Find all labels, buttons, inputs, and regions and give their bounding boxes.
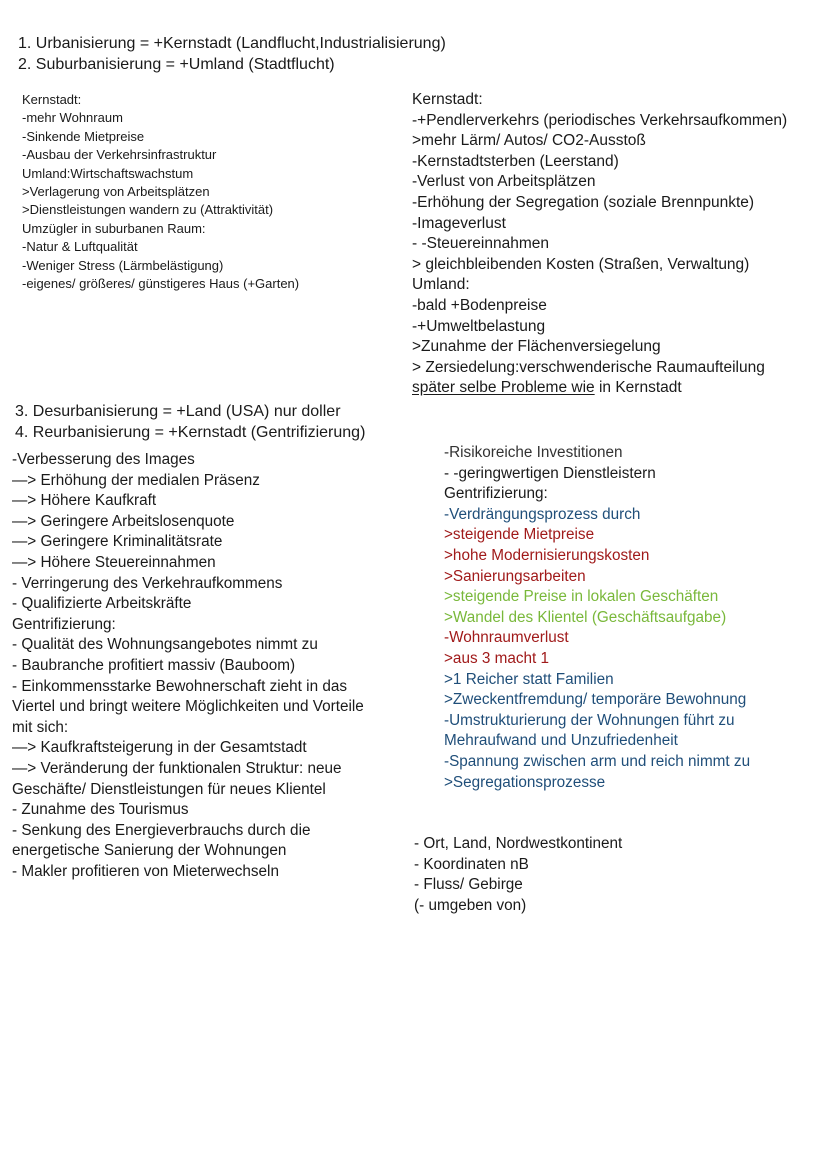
note-line: -Natur & Luftqualität — [22, 239, 138, 255]
note-line: Umzügler in suburbanen Raum: — [22, 220, 206, 236]
note-line: -+Umweltbelastung — [412, 317, 546, 335]
note-line: —> Kaufkraftsteigerung in der Gesamtstadt — [12, 739, 307, 757]
note-line: Gentrifizierung: — [444, 485, 548, 503]
heading-line: 3. Desurbanisierung = +Land (USA) nur doller — [15, 403, 341, 420]
note-line: —> Erhöhung der medialen Präsenz — [12, 471, 260, 489]
note-line: -Ausbau der Verkehrsinfrastruktur — [22, 147, 217, 163]
heading-line: 4. Reurbanisierung = +Kernstadt (Gentrifizierung) — [15, 423, 366, 441]
reurbanisation-positive-list — [12, 450, 364, 882]
note-line: —> Geringere Arbeitslosenquote — [12, 512, 235, 530]
note-line: - Qualifizierte Arbeitskräfte — [12, 595, 192, 613]
note-line-conclusion — [412, 378, 787, 399]
note-line: - Koordinaten nB — [414, 855, 529, 873]
note-line: -Sinkende Mietpreise — [22, 128, 145, 144]
note-line: - Zunahme des Tourismus — [12, 801, 189, 819]
note-line: -Risikoreiche Investitionen — [444, 444, 623, 461]
note-line: -mehr Wohnraum — [22, 110, 123, 126]
note-line: —> Veränderung der funktionalen Struktur: neue — [12, 759, 342, 777]
note-line: - Qualität des Wohnungsangebotes nimmt zu — [12, 636, 318, 654]
note-line: mit sich: — [12, 718, 69, 736]
note-line: Geschäfte/ Dienstleistungen für neues Klientel — [12, 780, 326, 798]
note-line: -eigenes/ größeres/ günstigeres Haus (+Garten) — [22, 276, 300, 292]
note-line: - -geringwertigen Dienstleistern — [444, 464, 656, 482]
suburbanisation-positive-list — [22, 91, 299, 293]
heading-urbanisation-phases-3-4 — [15, 402, 365, 443]
note-line: Umland: — [412, 276, 470, 294]
note-line: —> Geringere Kriminalitätsrate — [12, 533, 223, 551]
note-line: >steigende Preise in lokalen Geschäften — [444, 588, 719, 606]
note-line: Viertel und bringt weitere Möglichkeiten und Vorteile — [12, 698, 364, 716]
note-line: >Zunahme der Flächenversiegelung — [412, 338, 661, 356]
note-line: >Sanierungsarbeiten — [444, 567, 586, 585]
note-line: >Verlagerung von Arbeitsplätzen — [22, 184, 210, 200]
note-line: -Verbesserung des Images — [12, 451, 195, 468]
suburbanisation-negative-list — [412, 90, 787, 399]
heading-urbanisation-phases-1-2 — [18, 33, 446, 75]
note-line: >Wandel des Klientel (Geschäftsaufgabe) — [444, 608, 727, 626]
note-line: >hohe Modernisierungskosten — [444, 546, 650, 564]
note-line: - Verringerung des Verkehraufkommens — [12, 574, 283, 592]
note-line: Mehraufwand und Unzufriedenheit — [444, 732, 678, 750]
note-line: -Weniger Stress (Lärmbelästigung) — [22, 257, 224, 273]
conclusion-tail: in Kernstadt — [594, 379, 682, 397]
note-line: > Zersiedelung:verschwenderische Raumaufteilung — [412, 358, 765, 376]
note-line: >aus 3 macht 1 — [444, 649, 550, 667]
heading-line: 1. Urbanisierung = +Kernstadt (Landflucht,Industrialisierung) — [18, 35, 446, 52]
note-line: >1 Reicher statt Familien — [444, 670, 614, 688]
note-line: - Baubranche profitiert massiv (Bauboom) — [12, 656, 296, 674]
note-line: Kernstadt: — [22, 92, 82, 107]
underlined-text: später selbe Probleme wie — [412, 379, 595, 397]
note-line: -Kernstadtsterben (Leerstand) — [412, 152, 619, 170]
note-line: - -Steuereinnahmen — [412, 235, 549, 253]
note-line: Umland:Wirtschaftswachstum — [22, 165, 194, 181]
heading-line: 2. Suburbanisierung = +Umland (Stadtflucht) — [18, 56, 335, 73]
note-line: (- umgeben von) — [414, 896, 527, 914]
note-line: -bald +Bodenpreise — [412, 296, 547, 314]
note-line: >Zweckentfremdung/ temporäre Bewohnung — [444, 691, 747, 709]
gentrification-negative-list — [444, 443, 750, 793]
note-line: >Dienstleistungen wandern zu (Attraktivität) — [22, 202, 274, 218]
note-line: - Ort, Land, Nordwestkontinent — [414, 835, 623, 852]
note-line: - Einkommensstarke Bewohnerschaft zieht in das — [12, 677, 347, 695]
note-line: Kernstadt: — [412, 91, 483, 108]
note-line: -Wohnraumverlust — [444, 629, 569, 647]
note-line: energetische Sanierung der Wohnungen — [12, 842, 287, 860]
note-line: - Senkung des Energieverbrauchs durch die — [12, 821, 311, 839]
note-line: Gentrifizierung: — [12, 615, 116, 633]
note-line: -Erhöhung der Segregation (soziale Brennpunkte) — [412, 193, 755, 211]
note-line: >Segregationsprozesse — [444, 773, 606, 791]
note-line: -Imageverlust — [412, 214, 506, 232]
note-line: >steigende Mietpreise — [444, 526, 595, 544]
note-line: —> Höhere Kaufkraft — [12, 492, 157, 510]
note-line: —> Höhere Steuereinnahmen — [12, 553, 216, 571]
note-line: >mehr Lärm/ Autos/ CO2-Ausstoß — [412, 132, 646, 150]
note-line: -Verdrängungsprozess durch — [444, 505, 641, 523]
note-line: -Spannung zwischen arm und reich nimmt zu — [444, 752, 751, 770]
note-line: - Fluss/ Gebirge — [414, 876, 523, 894]
note-line: > gleichbleibenden Kosten (Straßen, Verwaltung) — [412, 255, 750, 273]
note-line: - Makler profitieren von Mieterwechseln — [12, 862, 279, 880]
note-line: -Verlust von Arbeitsplätzen — [412, 173, 596, 191]
note-line: -+Pendlerverkehrs (periodisches Verkehrsaufkommen) — [412, 111, 788, 129]
location-description-list — [414, 834, 622, 916]
note-line: -Umstrukturierung der Wohnungen führt zu — [444, 711, 735, 729]
